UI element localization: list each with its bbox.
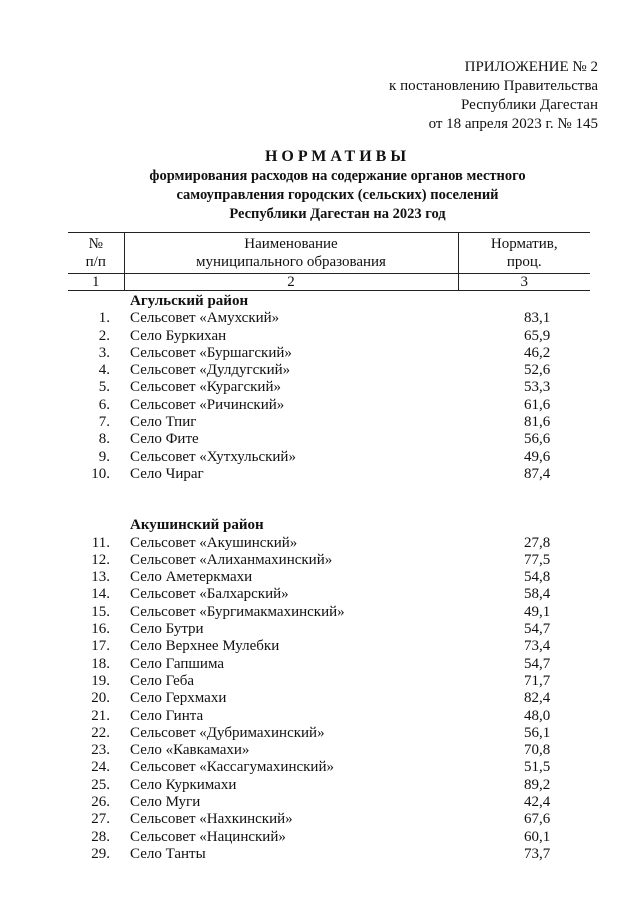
municipality-name: Сельсовет «Бургимакмахинский»	[130, 603, 345, 620]
norm-value: 48,0	[524, 707, 551, 724]
row-number: 1.	[98, 310, 110, 327]
table-row	[68, 829, 590, 846]
header-value-line: Норматив,	[490, 236, 558, 252]
table-row	[68, 379, 590, 396]
norm-value: 83,1	[524, 310, 551, 327]
municipality-name: Сельсовет «Нахкинский»	[130, 811, 293, 828]
column-number: 3	[458, 274, 590, 291]
header-num	[68, 233, 124, 274]
municipality-name: Село Чираг	[130, 465, 204, 482]
row-number: 2.	[98, 327, 110, 344]
table-row	[68, 656, 590, 673]
row-number: 12.	[91, 551, 110, 568]
table-row	[68, 586, 590, 603]
row-number: 14.	[91, 586, 110, 603]
row-number: 10.	[91, 465, 110, 482]
row-number: 16.	[91, 621, 110, 638]
norm-value: 42,4	[524, 794, 551, 811]
norm-value: 51,5	[524, 759, 551, 776]
table-row	[68, 466, 590, 483]
municipality-name: Сельсовет «Хутхульский»	[130, 448, 296, 465]
municipality-name: Село Муги	[130, 794, 201, 811]
table-row	[68, 604, 590, 621]
title-heading: НОРМАТИВЫ	[264, 148, 411, 165]
table-row	[68, 673, 590, 690]
municipality-name: Сельсовет «Амухский»	[130, 310, 280, 327]
table-header	[68, 232, 590, 291]
district-name: Акушинский район	[130, 517, 264, 534]
table-row	[68, 638, 590, 655]
municipality-name: Сельсовет «Ричинский»	[130, 396, 285, 413]
norm-value: 27,8	[524, 534, 551, 551]
table-row	[68, 777, 590, 794]
row-number: 3.	[98, 344, 110, 361]
row-number: 27.	[91, 811, 110, 828]
municipality-name: Село «Кавкамахи»	[130, 742, 250, 759]
municipality-name: Село Танты	[130, 845, 206, 862]
appendix-line: ПРИЛОЖЕНИЕ № 2	[464, 59, 598, 75]
municipality-name: Сельсовет «Дубримахинский»	[130, 724, 325, 741]
row-number: 11.	[91, 534, 110, 551]
district-row	[68, 293, 590, 310]
row-number: 15.	[91, 603, 110, 620]
municipality-name: Село Фите	[130, 431, 199, 448]
header-name-line: Наименование	[244, 236, 338, 252]
norm-value: 53,3	[524, 379, 551, 396]
district-name: Агульский район	[130, 293, 249, 309]
municipality-name: Село Гапшима	[130, 655, 224, 672]
norm-value: 73,7	[524, 845, 551, 862]
row-number: 20.	[91, 690, 110, 707]
municipality-name: Сельсовет «Акушинский»	[130, 534, 298, 551]
norm-value: 46,2	[524, 344, 551, 361]
table-row	[68, 690, 590, 707]
row-number: 5.	[98, 379, 110, 396]
table-row	[68, 552, 590, 569]
table-row	[68, 449, 590, 466]
document-title	[0, 147, 640, 224]
norm-value: 81,6	[524, 414, 551, 431]
appendix-header	[389, 58, 598, 134]
norm-value: 54,8	[524, 569, 551, 586]
municipality-name: Сельсовет «Курагский»	[130, 379, 281, 396]
municipality-name: Село Тпиг	[130, 414, 197, 431]
title-line: Республики Дагестан на 2023 год	[229, 206, 446, 222]
table-row	[68, 846, 590, 863]
row-number: 8.	[98, 431, 110, 448]
table-row	[68, 569, 590, 586]
row-number: 24.	[91, 759, 110, 776]
section-gap	[68, 483, 590, 517]
row-number: 19.	[91, 672, 110, 689]
norm-value: 70,8	[524, 742, 551, 759]
appendix-line: к постановлению Правительства	[389, 78, 598, 94]
norm-value: 87,4	[524, 465, 551, 482]
header-value-line: проц.	[506, 254, 542, 270]
municipality-name: Село Куркимахи	[130, 776, 237, 793]
norm-value: 49,6	[524, 448, 551, 465]
norm-value: 65,9	[524, 327, 551, 344]
column-number: 2	[124, 274, 458, 291]
municipality-name: Село Аметеркмахи	[130, 569, 253, 586]
title-line: самоуправления городских (сельских) поселений	[176, 187, 499, 203]
table-row	[68, 310, 590, 327]
norm-value: 73,4	[524, 638, 551, 655]
row-number: 23.	[91, 742, 110, 759]
municipality-name: Село Герхмахи	[130, 690, 227, 707]
row-number: 4.	[98, 362, 110, 379]
table-row	[68, 621, 590, 638]
municipality-name: Сельсовет «Балхарский»	[130, 586, 289, 603]
norm-value: 54,7	[524, 621, 551, 638]
table-row	[68, 397, 590, 414]
table-row	[68, 794, 590, 811]
norm-value: 77,5	[524, 551, 551, 568]
district-row	[68, 517, 590, 534]
table-body	[68, 293, 590, 863]
header-value	[458, 233, 590, 274]
norm-value: 60,1	[524, 828, 551, 845]
norm-value: 67,6	[524, 811, 551, 828]
table-row	[68, 414, 590, 431]
norm-value: 61,6	[524, 396, 551, 413]
norm-value: 49,1	[524, 603, 551, 620]
municipality-name: Сельсовет «Нацинский»	[130, 828, 286, 845]
row-number: 17.	[91, 638, 110, 655]
title-line: формирования расходов на содержание органов местного	[149, 168, 526, 184]
municipality-name: Село Бутри	[130, 621, 204, 638]
row-number: 29.	[91, 845, 110, 862]
municipality-name: Село Буркихан	[130, 327, 227, 344]
table-row	[68, 759, 590, 776]
row-number: 9.	[98, 448, 110, 465]
municipality-name: Сельсовет «Дулдугский»	[130, 362, 291, 379]
table-row	[68, 345, 590, 362]
appendix-line: Республики Дагестан	[461, 97, 598, 113]
table-row	[68, 535, 590, 552]
row-number: 22.	[91, 724, 110, 741]
norm-value: 52,6	[524, 362, 551, 379]
table-row	[68, 725, 590, 742]
header-name	[124, 233, 458, 274]
row-number: 28.	[91, 828, 110, 845]
municipality-name: Сельсовет «Кассагумахинский»	[130, 759, 334, 776]
norm-value: 89,2	[524, 776, 551, 793]
appendix-line: от 18 апреля 2023 г. № 145	[428, 116, 598, 132]
column-number: 1	[68, 274, 124, 291]
norm-value: 56,6	[524, 431, 551, 448]
municipality-name: Сельсовет «Алиханмахинский»	[130, 551, 333, 568]
municipality-name: Сельсовет «Буршагский»	[130, 344, 292, 361]
row-number: 6.	[98, 396, 110, 413]
row-number: 25.	[91, 776, 110, 793]
municipality-name: Село Верхнее Мулебки	[130, 638, 280, 655]
norm-value: 71,7	[524, 672, 551, 689]
table-row	[68, 811, 590, 828]
norm-value: 82,4	[524, 690, 551, 707]
table-row	[68, 328, 590, 345]
table-row	[68, 362, 590, 379]
row-number: 13.	[91, 569, 110, 586]
row-number: 18.	[91, 655, 110, 672]
table-row	[68, 431, 590, 448]
norm-value: 58,4	[524, 586, 551, 603]
row-number: 7.	[98, 414, 110, 431]
header-num-line: №	[88, 236, 103, 252]
header-num-line: п/п	[85, 254, 106, 270]
norm-value: 56,1	[524, 724, 551, 741]
municipality-name: Село Гинта	[130, 707, 204, 724]
table-row	[68, 708, 590, 725]
row-number: 21.	[91, 707, 110, 724]
row-number: 26.	[91, 794, 110, 811]
table-row	[68, 742, 590, 759]
municipality-name: Село Геба	[130, 672, 195, 689]
norm-value: 54,7	[524, 655, 551, 672]
header-name-line: муниципального образования	[196, 254, 386, 270]
